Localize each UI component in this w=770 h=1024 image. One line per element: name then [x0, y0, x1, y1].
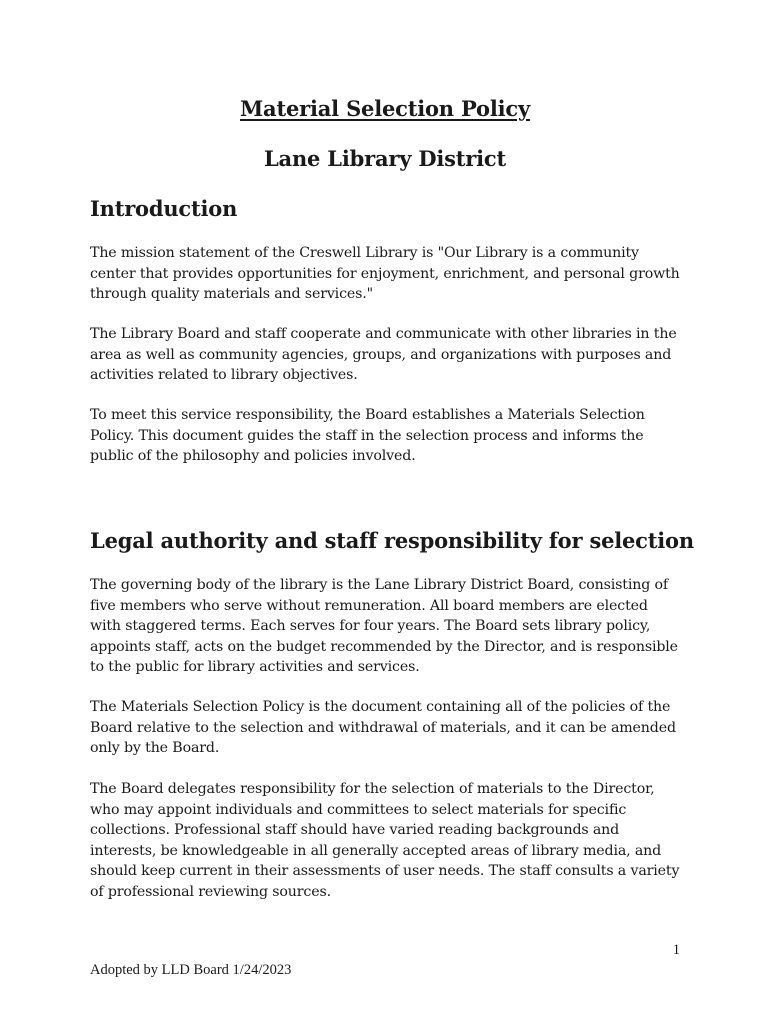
page-number: 1	[672, 942, 680, 958]
intro-paragraph-mission: The mission statement of the Creswell Library is "Our Library is a community center that provides opportunities for enjoyment, enrichment, and personal growth through quality materials and services."	[90, 245, 680, 303]
legal-paragraph-delegation: The Board delegates responsibility for the selection of materials to the Director, who may appoint individuals and committees to select materials for specific collections. Professional staff should have varied reading backgrounds and interests, be knowledgeable in all generally accepted areas of library media, and should keep current in their assessments of user needs. The staff consults a variety of professional reviewing sources.	[90, 781, 680, 900]
footer-adopted-note: Adopted by LLD Board 1/24/2023	[90, 962, 292, 978]
document-subtitle: Lane Library District	[263, 146, 507, 171]
intro-paragraph-cooperation: The Library Board and staff cooperate and communicate with other libraries in the area as well as community agencies, groups, and organizations with purposes and activities related to library objectives.	[90, 326, 677, 384]
section-heading-legal-authority: Legal authority and staff responsibility for selection	[90, 528, 694, 553]
legal-paragraph-policy-document: The Materials Selection Policy is the document containing all of the policies of the Board relative to the selection and withdrawal of materials, and it can be amended only by the Board.	[90, 699, 676, 757]
document-title: Material Selection Policy	[240, 96, 530, 121]
section-heading-introduction: Introduction	[90, 196, 238, 221]
legal-paragraph-governing-body: The governing body of the library is the Lane Library District Board, consisting of five members who serve without remuneration. All board members are elected with staggered terms. Each serves for four years. The Board sets library policy, appoints staff, acts on the budget recommended by the Director, and is responsible to the public for library activities and services.	[90, 577, 678, 676]
intro-paragraph-responsibility: To meet this service responsibility, the Board establishes a Materials Selection Policy. This document guides the staff in the selection process and informs the public of the philosophy and policies involved.	[90, 407, 645, 465]
